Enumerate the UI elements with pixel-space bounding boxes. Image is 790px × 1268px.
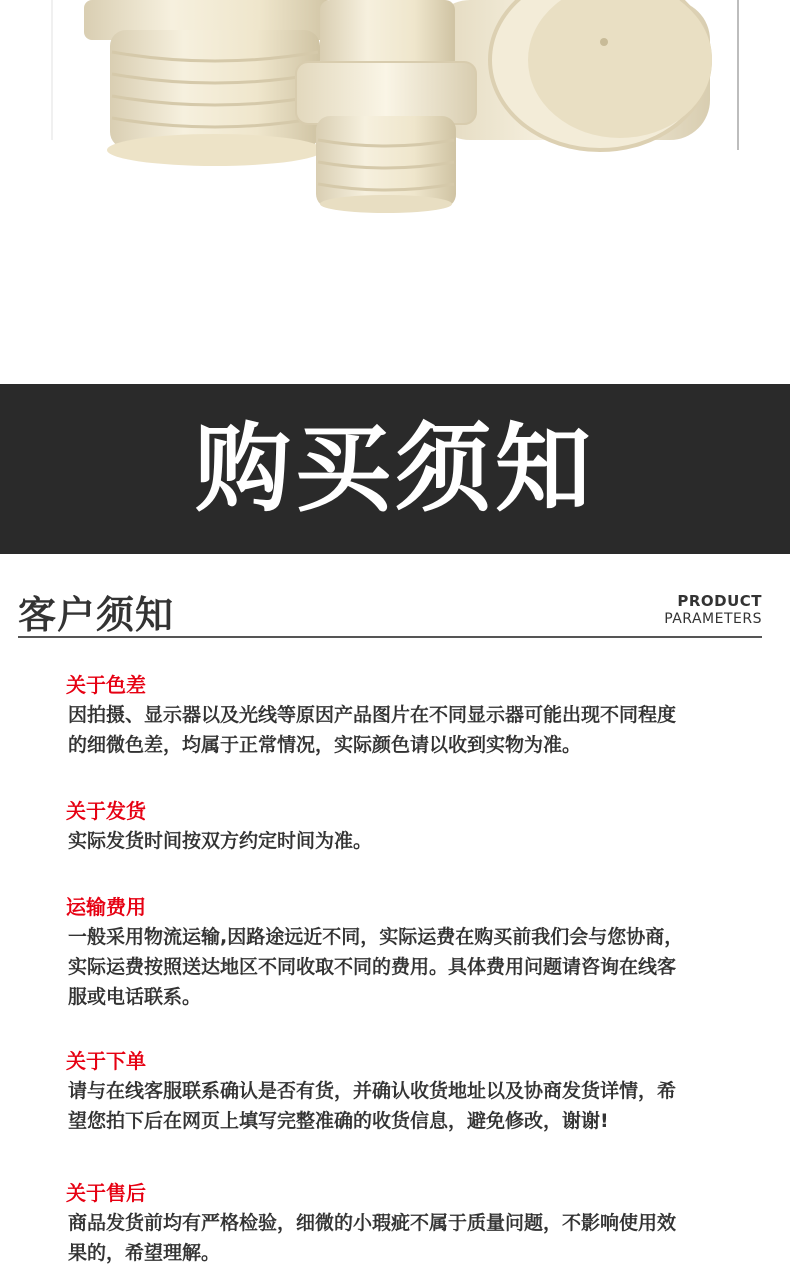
notice-title: 运输费用 [66, 895, 146, 919]
notice-body-line: 一般采用物流运输,因路途远近不同，实际运费在购买前我们会与您协商， [68, 926, 684, 948]
purchase-notice-banner [0, 384, 790, 554]
notice-body-line: 请与在线客服联系确认是否有货，并确认收货地址以及协商发货详情，希 [68, 1080, 677, 1102]
section-en-line2: PARAMETERS [664, 611, 762, 627]
notice-title: 关于下单 [66, 1049, 146, 1073]
section-en-line1: PRODUCT [677, 592, 762, 610]
section-english-label [664, 592, 762, 628]
notice-item-after-sales [66, 1178, 716, 1268]
notice-body-line: 实际运费按照送达地区不同收取不同的费用。具体费用问题请咨询在线客 [68, 956, 677, 978]
section-header [18, 580, 762, 638]
product-photo [0, 0, 790, 384]
notice-item-shipping [66, 796, 716, 856]
notice-body-line: 因拍摄、显示器以及光线等原因产品图片在不同显示器可能出现不同程度 [68, 704, 677, 726]
notice-body-line: 望您拍下后在网页上填写完整准确的收货信息，避免修改，谢谢! [68, 1110, 609, 1132]
notice-item-ordering [66, 1046, 716, 1136]
notice-item-freight [66, 892, 716, 1012]
notice-body-line: 服或电话联系。 [68, 986, 202, 1008]
notice-title: 关于售后 [66, 1181, 146, 1205]
notice-title: 关于色差 [66, 673, 146, 697]
notice-body-line: 的细微色差，均属于正常情况，实际颜色请以收到实物为准。 [68, 734, 582, 756]
pipe-fittings-image [0, 0, 790, 384]
notice-body-line: 商品发货前均有严格检验，细微的小瑕疵不属于质量问题，不影响使用效 [68, 1212, 677, 1234]
section-title: 客户须知 [18, 593, 175, 637]
notice-title: 关于发货 [66, 799, 146, 823]
notice-body-line: 果的，希望理解。 [68, 1242, 221, 1264]
banner-title: 购买须知 [195, 413, 595, 525]
notice-item-color-difference [66, 670, 716, 760]
notice-body-line: 实际发货时间按双方约定时间为准。 [68, 830, 373, 852]
